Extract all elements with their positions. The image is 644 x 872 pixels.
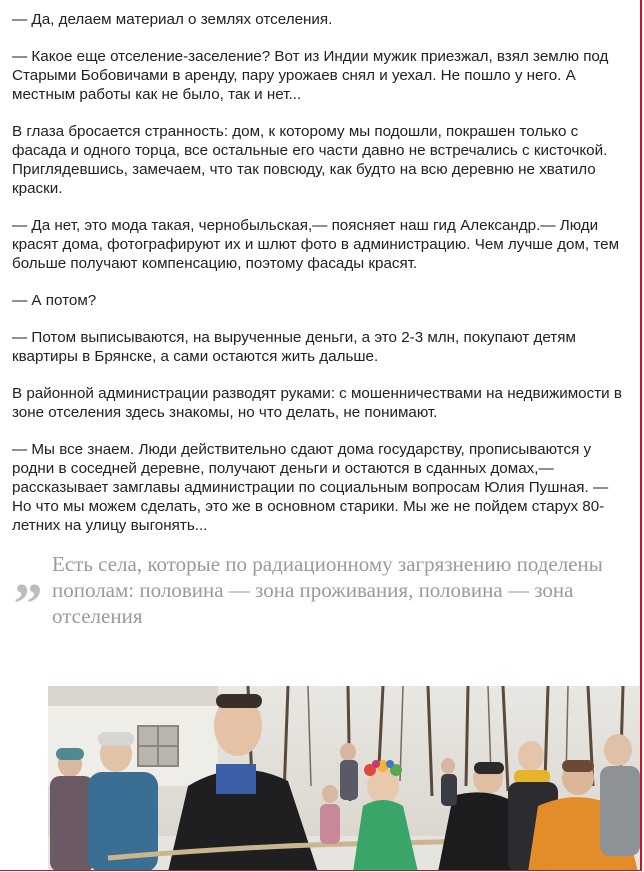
pull-quote-text: Есть села, которые по радиационному загрязнению поделены пополам: половина — зона проживания, половина — зона отселения [52, 552, 603, 628]
pull-quote [12, 541, 628, 647]
paragraph: В районной администрации разводят руками: с мошенничествами на недвижимости в зоне отселения здесь знакомы, но что делать, не понимают. [12, 385, 622, 421]
paragraph: — А потом? [12, 292, 97, 309]
article-photo [48, 686, 642, 871]
paragraph: — Да нет, это мода такая, чернобыльская,— поясняет наш гид Александр.— Люди красят дома, фотографируют их и шлют фото в администрацию. Чем лучше дом, тем больше получают компенсацию, поэтому фасады красят. [12, 217, 620, 272]
paragraph: — Какое еще отселение-заселение? Вот из Индии мужик приезжал, взял землю под Старыми Бобовичами в аренду, пару урожаев снял и уехал. Не пошло у него. А местным работы как не было, так и нет... [12, 48, 609, 103]
paragraph: — Да, делаем материал о землях отселения. [12, 11, 333, 28]
paragraph: — Потом выписываются, на вырученные деньги, а это 2-3 млн, покупают детям квартиры в Брянске, а сами остаются жить дальше. [12, 329, 576, 365]
paragraph: — Мы все знаем. Люди действительно сдают дома государству, прописываются у родни в соседней деревне, получают деньги и остаются в сданных домах,— рассказывает замглавы администрации по социальным вопросам Юлия Пушная. — Но что мы можем сделать, это же в основном старики. Мы же не пойдем старух 80-летних на улицу выгонять... [12, 441, 609, 534]
quote-mark-icon: „ [14, 541, 43, 606]
paragraph: В глаза бросается странность: дом, к которому мы подошли, покрашен только с фасада и одного торца, все остальные его части давно не встречались с кисточкой. Приглядевшись, замечаем, что так повсюду, как будто на всю деревню не хватило краски. [12, 123, 608, 197]
